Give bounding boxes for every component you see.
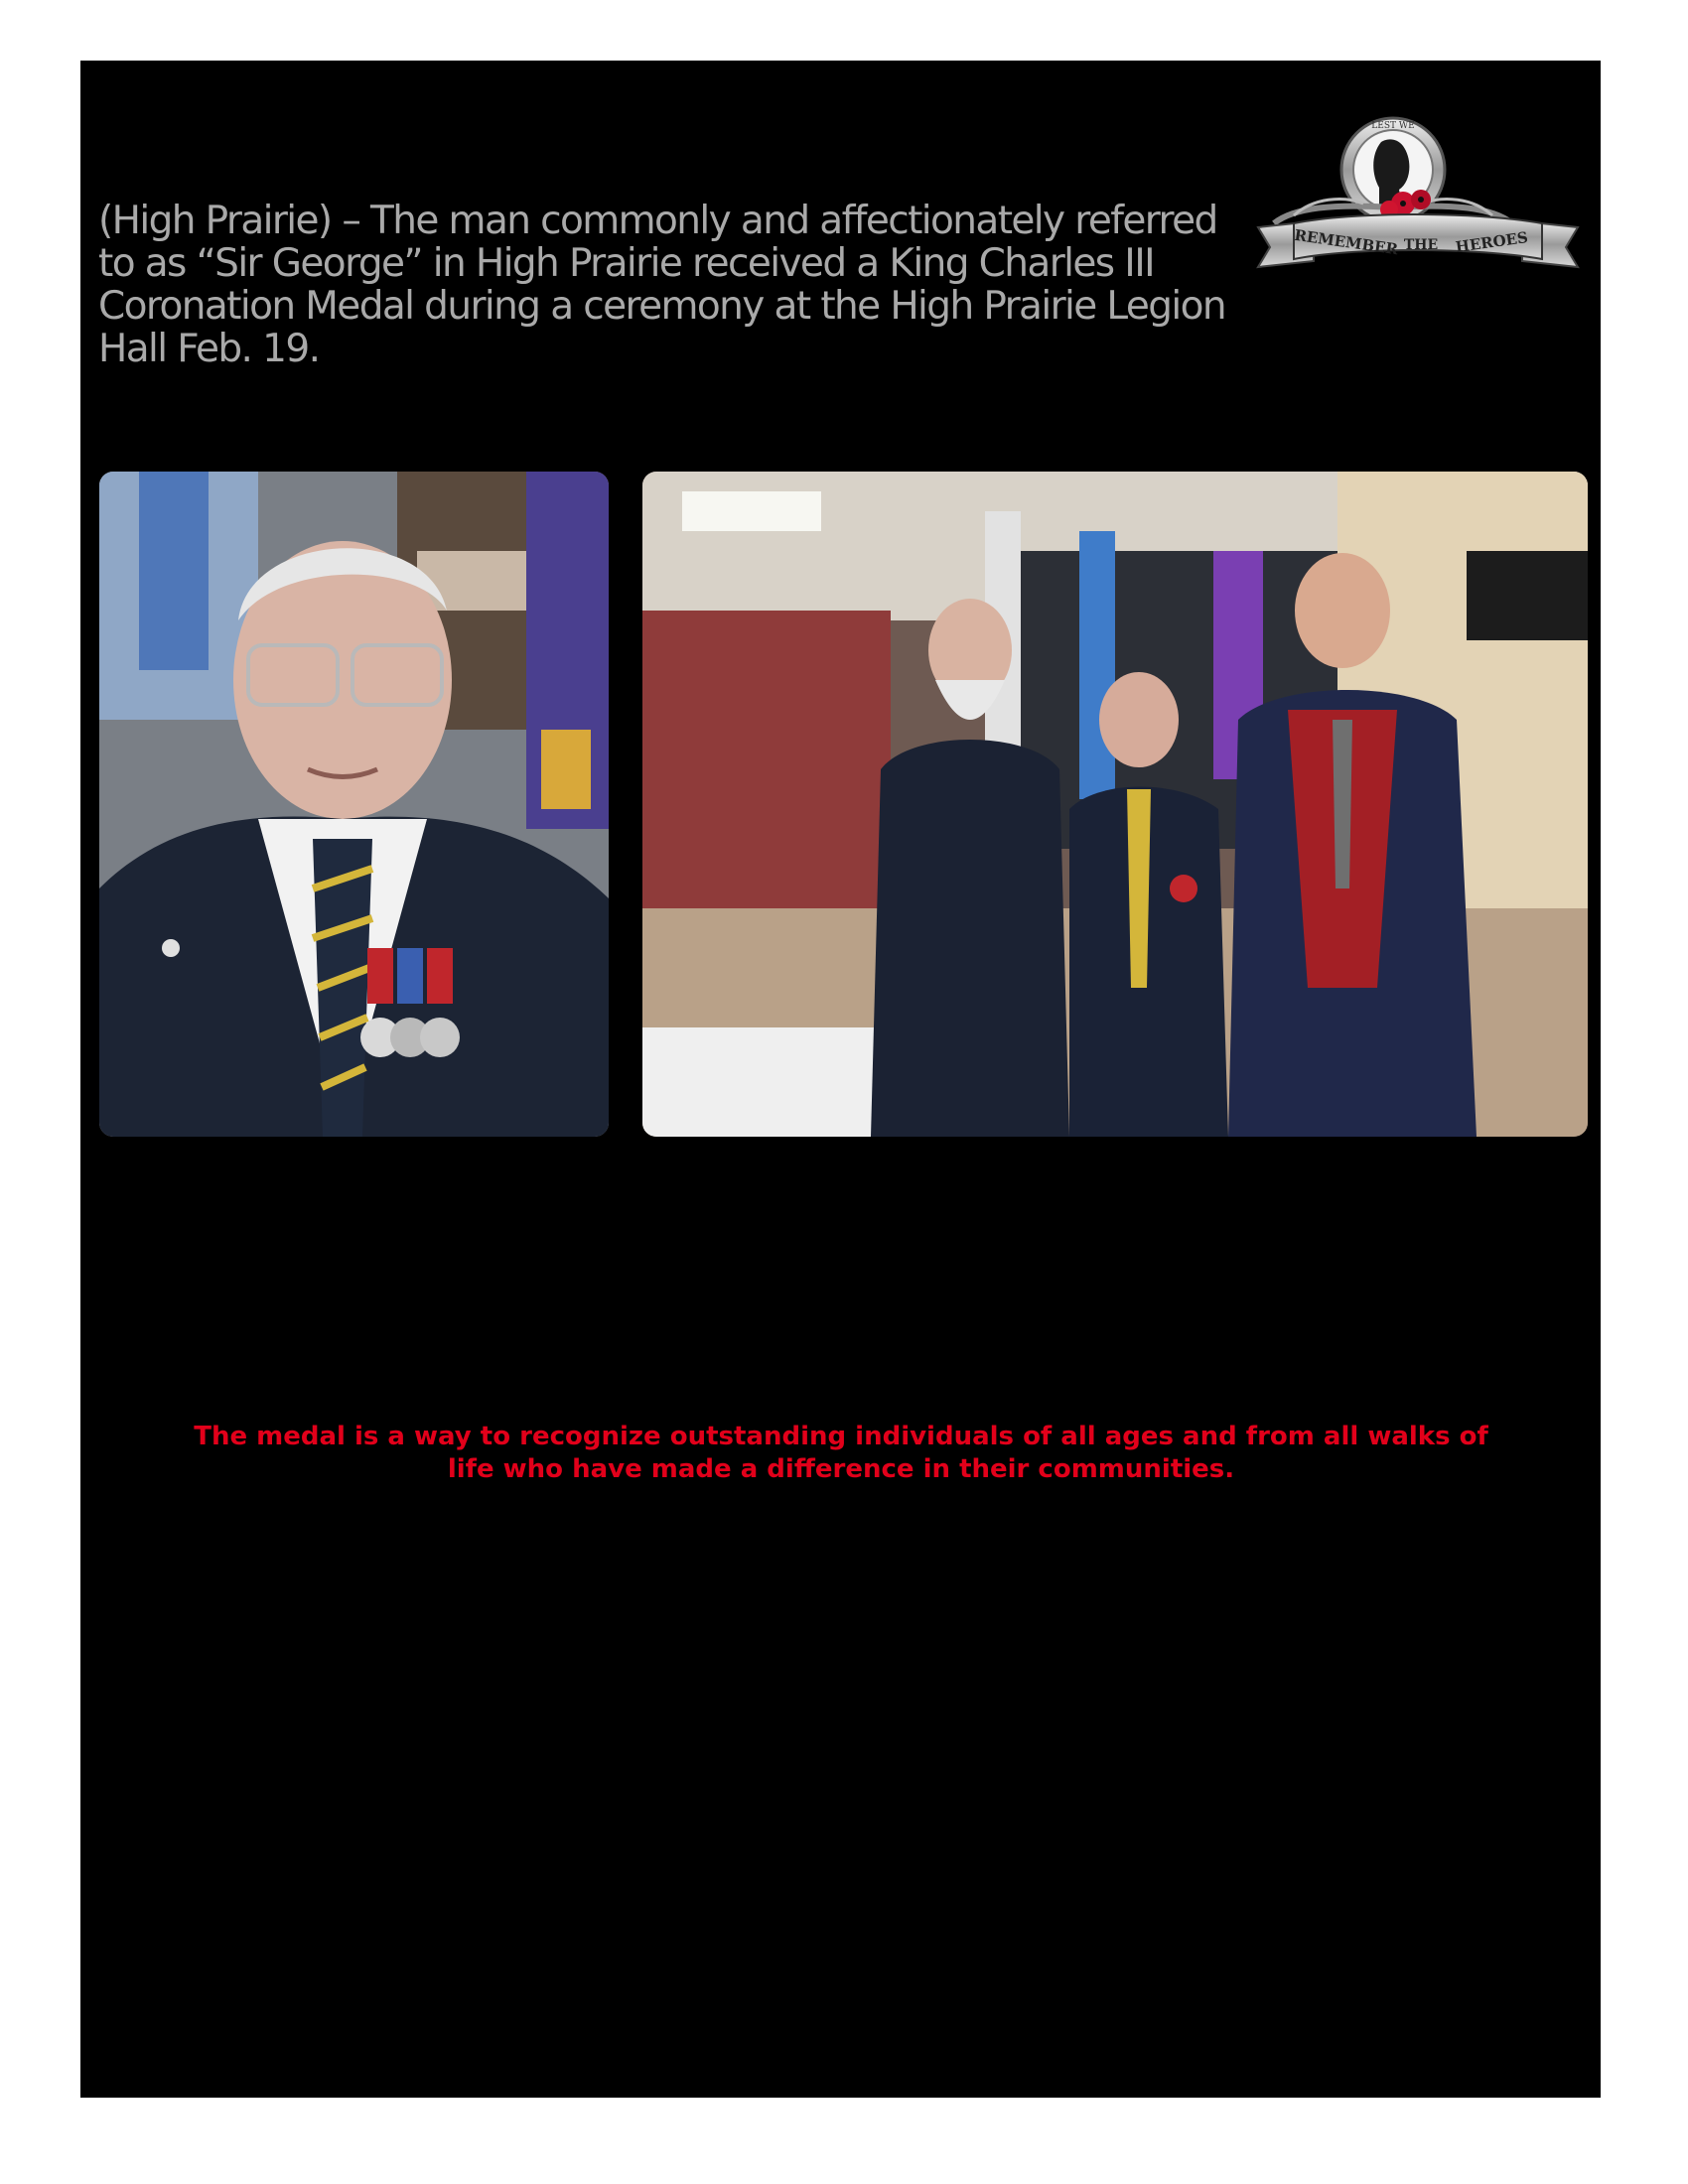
lead-paragraph: (High Prairie) – The man commonly and affectionately referred to as “Sir George” in High Prairie received a King Charles III Coronation Medal during a ceremony at the High Prairie Legion Hall Feb. 19. <box>98 199 1226 371</box>
banner-center-text: THE <box>1403 237 1439 253</box>
photo-medal-presentation <box>642 472 1588 1137</box>
medallion-text: LEST WE <box>1371 121 1415 131</box>
group-illustration <box>642 472 1588 1137</box>
logo-artwork <box>1254 112 1582 291</box>
banner-left-text: REMEMBER <box>1293 225 1399 259</box>
article-page <box>80 61 1601 2098</box>
remember-the-heroes-logo <box>1254 112 1582 291</box>
banner-right-text: HEROES <box>1454 228 1529 257</box>
photo-veteran-portrait <box>99 472 609 1137</box>
pull-quote: The medal is a way to recognize outstanding individuals of all ages and from all walks of life who have made a difference in their communities. <box>194 1422 1488 1484</box>
portrait-illustration <box>99 472 609 1137</box>
